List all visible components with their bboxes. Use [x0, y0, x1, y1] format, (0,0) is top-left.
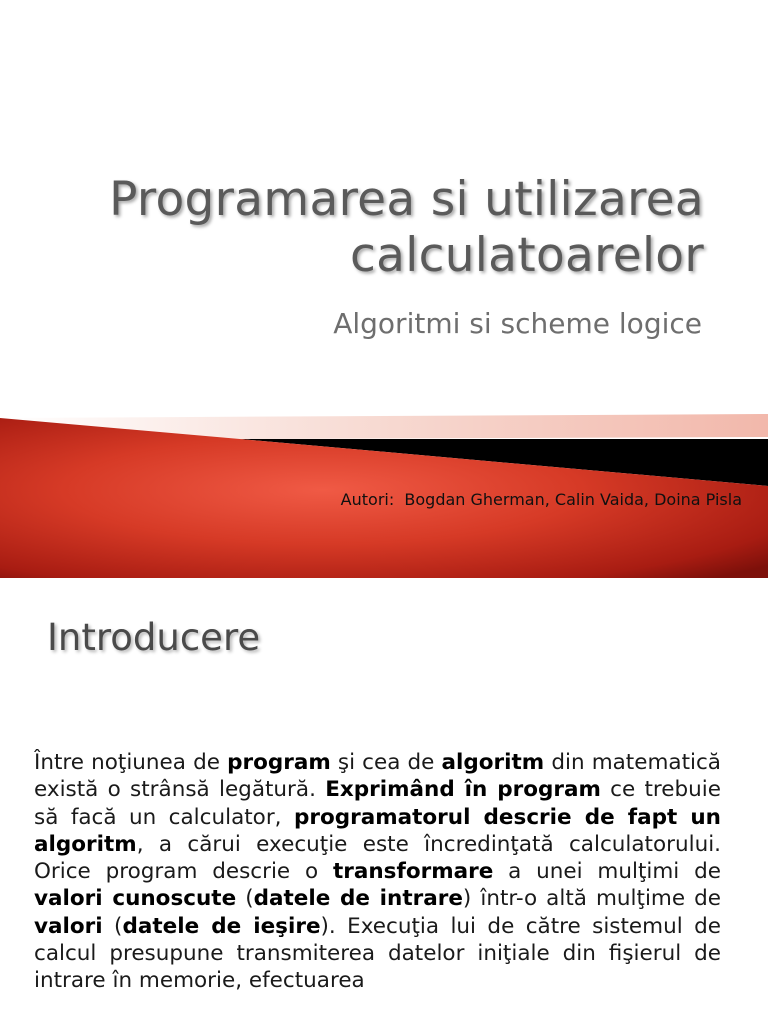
slide-subtitle: Algoritmi si scheme logice	[333, 307, 702, 340]
intro-paragraph	[34, 749, 721, 995]
slide-title	[4, 172, 704, 284]
authors-line: Autori: Bogdan Gherman, Calin Vaida, Doina Pisla	[340, 490, 742, 509]
text-run: (	[102, 913, 123, 939]
text-run: ce trebuie să facă un calculator,	[34, 777, 722, 830]
bold-term: programatorul descrie de fapt un algoritm	[34, 804, 721, 857]
text-run: Între noţiunea de	[34, 750, 228, 775]
slide-title-line-2: calculatoarelor	[349, 228, 704, 283]
bold-term: datele de ieşire	[122, 913, 321, 939]
bold-term: Exprimând în program	[325, 777, 601, 803]
slide-title-line-1: Programarea si utilizarea	[109, 172, 704, 227]
text-run: ) într-o altă mulţime de	[462, 886, 722, 912]
bold-term: datele de intrare	[253, 886, 463, 912]
text-run: , a cărui execuţie este încredinţată calculatorului. Orice program descrie o	[34, 831, 721, 885]
introduction-slide	[0, 580, 768, 1024]
text-run: a unei mulţimi de	[493, 859, 721, 885]
section-heading: Introducere	[47, 616, 261, 659]
text-run: ). Execuţia lui de către sistemul de calcul presupune transmiterea datelor iniţiale din fişierul de intrare în memorie, efectuarea	[34, 913, 721, 994]
bold-term: transformare	[332, 859, 494, 885]
text-run: şi cea de	[330, 750, 442, 775]
bold-term: valori	[34, 913, 103, 939]
bold-term: algoritm	[441, 750, 545, 775]
text-run: din matematică există o strânsă legătură.	[34, 750, 721, 803]
bold-term: valori cunoscute	[34, 886, 237, 912]
bold-term: program	[227, 750, 331, 775]
text-run: (	[236, 886, 254, 912]
